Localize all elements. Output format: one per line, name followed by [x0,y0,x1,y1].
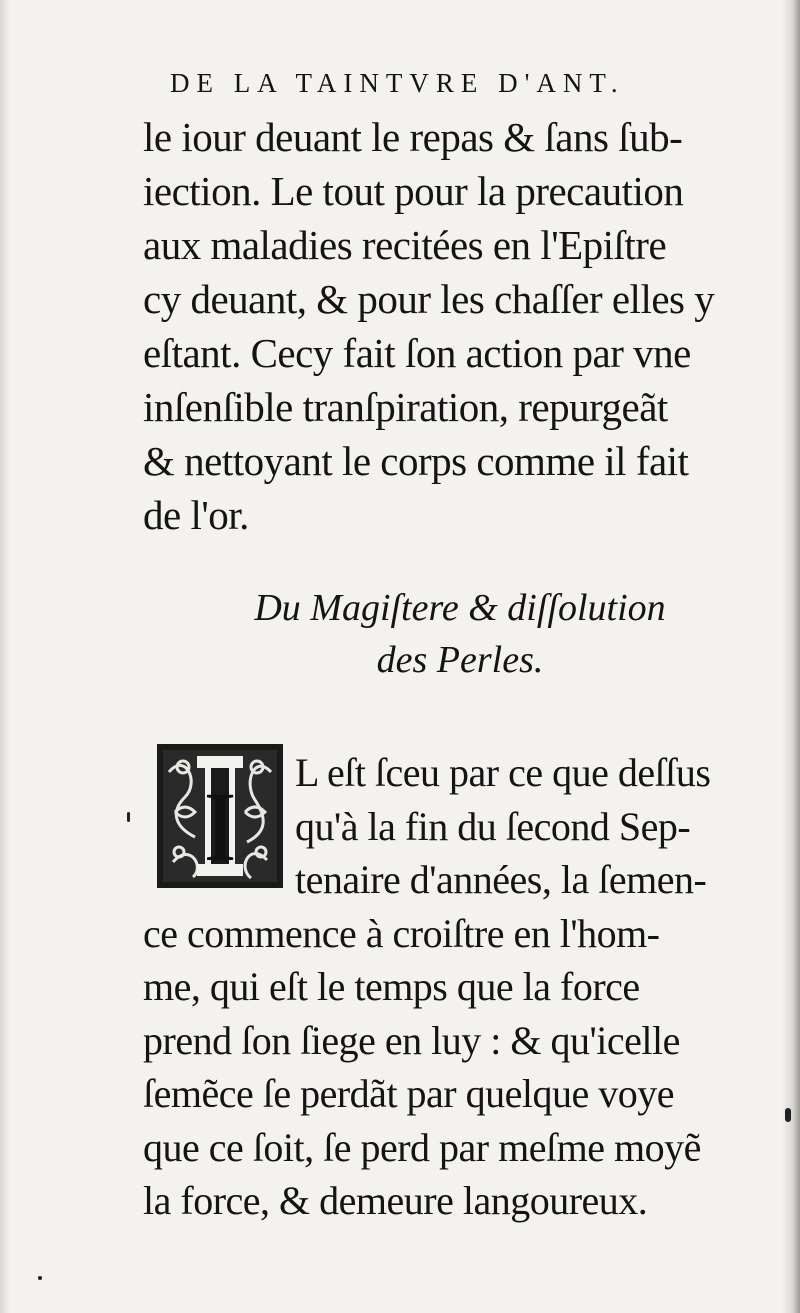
text-line: iection. Le tout pour la precaution [143,168,684,214]
text-line: ce commence à croiſtre en l'hom- [143,910,660,956]
text-line: que ce ſoit, ſe perd par meſme moyẽ [143,1124,701,1170]
text-line: la force, & demeure langoureux. [143,1178,648,1223]
text-line: prend ſon ſiege en luy : & qu'icelle [143,1017,680,1063]
text-line: aux maladies recitées en l'Epiſtre [143,222,667,268]
text-line: qu'à la fin du ſecond Sep- [295,803,691,849]
text-line: & nettoyant le corps comme il fait [143,438,689,484]
text-line: de l'or. [143,492,249,538]
ink-speck [38,1276,42,1280]
drop-cap-letter: I [203,771,237,882]
paragraph-1 [143,110,773,542]
ink-speck [785,1108,791,1122]
section-heading [150,582,770,686]
paragraph-2 [143,746,773,1228]
text-line: tenaire d'années, la ſemen- [295,857,707,902]
text-line: L eſt ſceu par ce que deſſus [295,750,711,795]
ink-speck [127,812,130,822]
section-heading-line-1: Du Magiſtere & diſſolution [254,587,666,629]
text-line: ſemẽce ſe perdãt par quelque voye [143,1071,674,1116]
text-line: cy deuant, & pour les chaſſer elles y [143,276,715,322]
text-line: eſtant. Cecy fait ſon action par vne [143,330,691,376]
text-line: le iour deuant le repas & ſans ſub- [143,114,683,160]
running-head: DE LA TAINTVRE D'ANT. [170,68,625,98]
section-heading-line-2: des Perles. [376,639,544,681]
text-line: me, qui eſt le temps que la force [143,964,640,1009]
page-left-edge [0,0,10,1313]
text-line: inſenſible tranſpiration, repurgeãt [143,384,668,430]
